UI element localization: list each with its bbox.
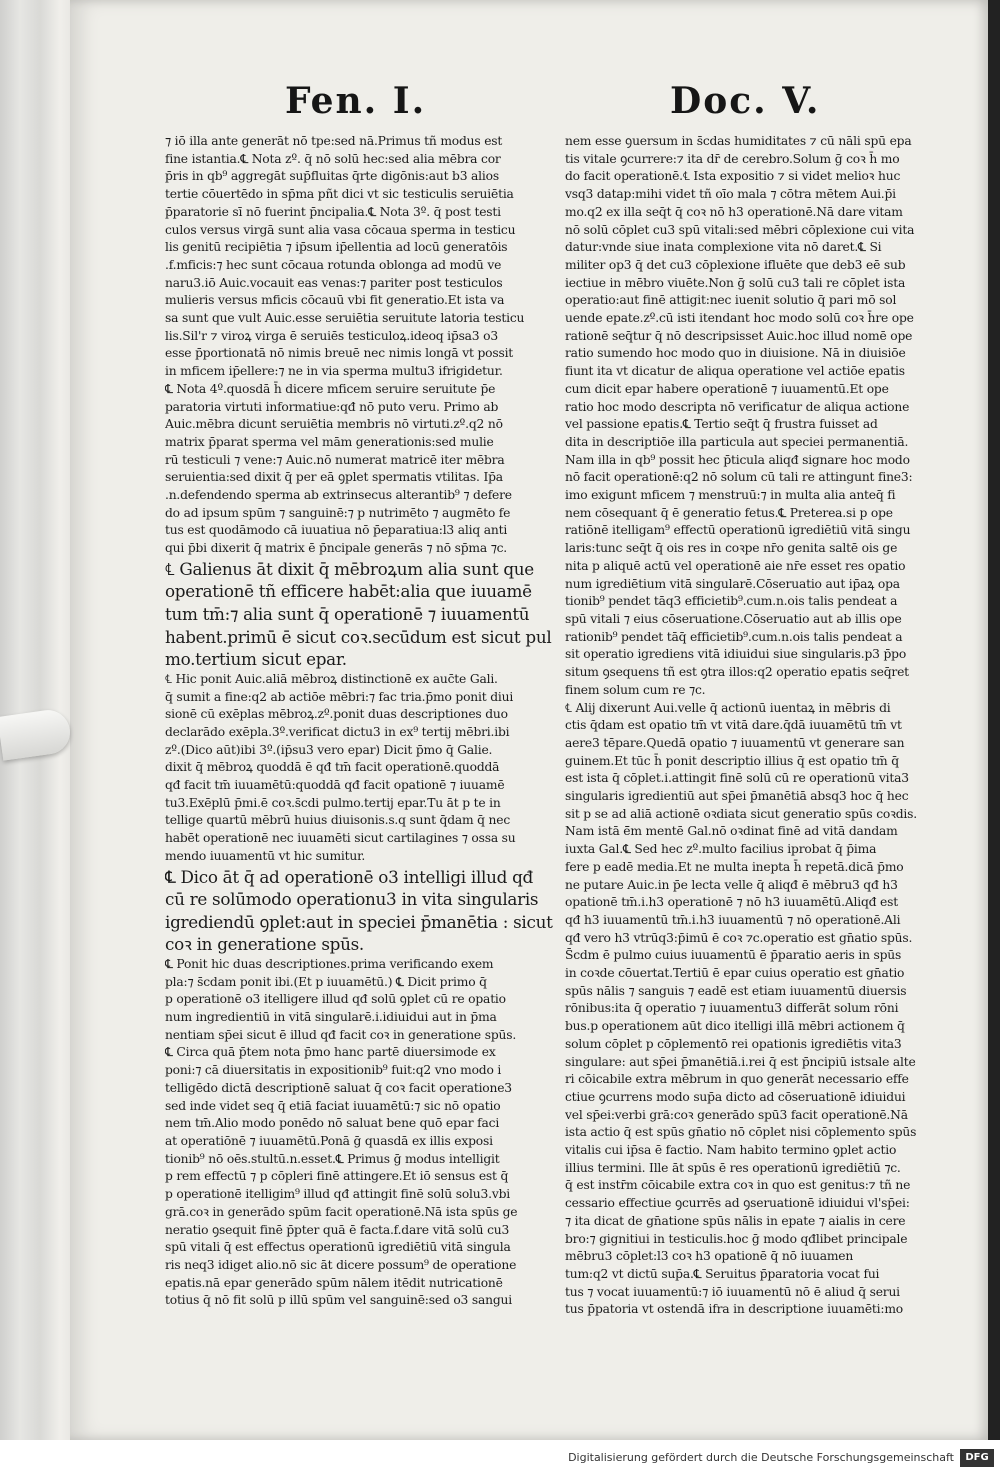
- text-line: tum:q2 vt dictū sup̄a.℄ Seruitus p̄paratoria vocat fui: [565, 1267, 880, 1281]
- text-line: spū vitali ⁊ eius cōseruatione.Cōseruatio aut ab illis ope: [565, 611, 902, 626]
- paragraph: [165, 558, 553, 671]
- text-line: nita p aliquē actū vel operationē aie nr̄e esset res opatio: [565, 558, 906, 573]
- text-line: Nam illa in qb⁹ possit hec p̄ticula aliqđ signare hoc modo: [565, 452, 910, 467]
- text-line: num ingredientiū in vitā singularē.i.idiuidui aut in p̄ma: [165, 1010, 497, 1025]
- text-line: q̄ est instr̄m cōicabile extra coꝛ in quo est genitus:⁊ tñ ne: [565, 1178, 911, 1193]
- left-text-column: [165, 133, 553, 1310]
- text-line: ⁊ ita dicat de gn̄atione spūs nālis in epate ⁊ aialis in cere: [565, 1213, 906, 1228]
- text-line: do ad ipsum spūm ⁊ sanguinē:⁊ p nutrimēto ⁊ augmēto fe: [165, 505, 511, 520]
- text-line: ℄ Galienus āt dixit q̄ mēbroꝝum alia sunt que: [165, 558, 534, 579]
- text-line: lis genitū recipiētia ⁊ ip̄sum ip̄ellentia ad locū generatōis: [165, 240, 508, 255]
- text-line: fiunt ita vt dicatur de aliqua operatione vel actiōe epatis: [565, 364, 905, 379]
- text-line: cum dicit epar habere operationē ⁊ iuuamentū.Et ope: [565, 381, 889, 396]
- text-line: p̄ris in qb⁹ aggregāt sup̄fluitas q̄rte digōnis:aut b3 alios: [165, 169, 499, 184]
- text-line: habent.primū ē sicut coꝛ.secūdum est sicut pul: [165, 626, 552, 647]
- text-line: aere3 tēpare.Quedā opatio ⁊ iuuamentū vt generare san: [565, 735, 905, 750]
- text-line: .n.defendendo sperma ab extrinsecus alterantib⁹ ⁊ defere: [165, 488, 512, 503]
- text-line: ℄ Nota 4º.quosdā h̄ dicere mficem seruire seruitute p̄e: [165, 381, 496, 396]
- text-line: nem cōsequant q̄ ē generatio fetus.℄ Preterea.si p ope: [565, 505, 893, 520]
- text-line: mulieris versus mficis cōcauū vbi fit generatio.Et ista va: [165, 293, 505, 308]
- text-line: tertie cōuertēdo in sp̄ma pñt dici vt sic testiculis seruiētia: [165, 187, 514, 202]
- text-line: fere p eadē media.Et ne multa inepta h̄ repetā.dicā p̄mo: [565, 859, 904, 874]
- header-fen: Fen. I.: [285, 80, 427, 122]
- text-line: tus ⁊ vocat iuuamentū:⁊ iō iuuamentū nō ē aliud q̄ serui: [565, 1284, 900, 1299]
- text-line: tus est quodāmodo cā iuuatiua nō p̄eparatiua:l3 aliq anti: [165, 523, 508, 538]
- text-line: rōnibus:ita q̄ operatio ⁊ iuuamentu3 differāt solum rōni: [565, 1001, 899, 1016]
- paragraph: [165, 866, 553, 956]
- text-line: tionib⁹ pendet tāq3 efficietib⁹.cum.n.ois talis pendeat a: [565, 594, 898, 609]
- text-line: illius termini. Ille āt spūs ē res operationū igrediētiū ⁊c.: [565, 1160, 901, 1175]
- text-line: nō solū cōplet cu3 spū vitali:sed mēbri cōplexione cui vita: [565, 222, 915, 237]
- text-line: sit p se ad aliā actionē oꝛdiata sicut generatio spūs coꝛdis.: [565, 806, 917, 821]
- footer-bar: [0, 1440, 1000, 1479]
- text-line: vel sp̄ei:verbi grā:coꝛ generādo spū3 facit operationē.Nā: [565, 1107, 908, 1122]
- paragraph: [165, 956, 553, 1310]
- text-line: p operationē itelligim⁹ illud qđ attingit finē solū solu3.vbi: [165, 1187, 510, 1202]
- text-line: singulare: aut sp̄ei p̄manētiā.i.rei q̄ est p̄ncipiū istsale alte: [565, 1054, 916, 1069]
- text-line: qđ facit tm̄ iuuamētū:quoddā qđ facit opationē ⁊ iuuamē: [165, 778, 505, 793]
- text-line: num igrediētium vitā singularē.Cōseruatio aut ip̄aꝝ opa: [565, 576, 900, 591]
- text-line: seruientia:sed dixit q̄ per eā ꝯplet spermatis vtilitas. Ip̄a: [165, 470, 503, 485]
- text-line: dixit q̄ mēbroꝝ quoddā ē qđ tm̄ facit operationē.quoddā: [165, 760, 500, 775]
- text-line: situm ꝯsequens tñ est ꝯtra illos:q2 operatio epatis seq̄ret: [565, 665, 909, 680]
- text-line: in mficem ip̄ellere:⁊ ne in via sperma multu3 ifrigidetur.: [165, 364, 503, 379]
- text-line: ratiōnē itelligam⁹ effectū operationū igrediētiū vitā singu: [565, 523, 911, 538]
- text-line: nō facit operationē:q2 nō solum cū tali re attingunt fine3:: [565, 470, 913, 485]
- text-line: grā.coꝛ in generādo spūm facit operationē.Nā ista spūs ge: [165, 1204, 518, 1219]
- text-line: uende epate.zº.cū isti itendant hoc modo solū coꝛ h̄re ope: [565, 311, 914, 326]
- text-line: vsq3 datap:mihi videt tñ oīo mala ⁊ cōtra mētem Aui.p̄i: [565, 187, 896, 202]
- text-line: cessario effectiue ꝯcurrēs ad ꝯseruationē idiuidui vl'sp̄ei:: [565, 1196, 910, 1211]
- text-line: p̄paratorie sī nō fuerint p̄ncipalia.℄ Nota 3º. q̄ post testi: [165, 204, 501, 219]
- text-line: culos versus virgā sunt alia vasa cōcaua sperma in testicu: [165, 222, 516, 237]
- text-line: habēt operationē nec iuuamēti sicut cartilagines ⁊ ossa su: [165, 831, 516, 846]
- text-line: qđ vero h3 vtrūq3:p̄imū ē coꝛ ⁊c.operatio est gn̄atio spūs.: [565, 930, 913, 945]
- text-line: dita in descriptiōe illa particula aut speciei permanentiā.: [565, 434, 909, 449]
- text-line: rū testiculi ⁊ vene:⁊ Auic.nō numerat matricē iter mēbra: [165, 452, 505, 467]
- text-line: esse p̄portionatā nō nimis breuē nec nimis longā vt possit: [165, 346, 514, 361]
- paragraph: [565, 700, 953, 1320]
- text-line: iuxta Gal.℄ Sed hec zº.multo facilius iprobat q̄ p̄ima: [565, 842, 877, 857]
- text-line: neratio ꝯsequit finē p̄pter quā ē facta.f.dare vitā solū cu3: [165, 1222, 510, 1237]
- text-line: igrediendū ꝯplet:aut in speciei p̄manētia : sicut: [165, 911, 553, 932]
- text-line: militer op3 q̄ det cu3 cōplexione ifluēte que deb3 eē sub: [565, 257, 906, 272]
- text-line: totius q̄ nō fit solū p illū spūm vel sanguinē:sed o3 sangui: [165, 1293, 512, 1308]
- text-line: singularis igredientiū aut sp̄ei p̄manētiā absq3 hoc q̄ hec: [565, 789, 909, 804]
- text-line: nem tm̄.Alio modo ponēdo nō saluat bene quō epar faci: [165, 1116, 500, 1131]
- text-line: spūs nālis ⁊ sanguis ⁊ eadē est etiam iuuamentū diuersis: [565, 983, 907, 998]
- text-line: ctis q̄dam est opatio tm̄ vt vitā dare.q̄dā iuuamētū tm̄ vt: [565, 718, 902, 733]
- text-line: sed inde videt seq q̄ etiā faciat iuuamētū:⁊ sic nō opatio: [165, 1098, 501, 1113]
- text-line: mo.tertium sicut epar.: [165, 649, 347, 670]
- text-line: epatis.nā epar generādo spūm nālem itēdit nutricationē: [165, 1275, 503, 1290]
- text-line: ℄ Circa quā p̄tem nota p̄mo hanc partē diuersimode ex: [165, 1045, 496, 1060]
- text-line: sa sunt que vult Auic.esse seruiētia seruitute latoria testicu: [165, 311, 525, 326]
- text-line: sionē cū exēplas mēbroꝝ.zº.ponit duas descriptiones duo: [165, 707, 508, 722]
- text-line: cū re solūmodo operationu3 in vita singularis: [165, 889, 539, 910]
- text-line: p operationē o3 itelligere illud qđ solū ꝯplet cū re opatio: [165, 992, 506, 1007]
- text-line: ℄ Ponit hic duas descriptiones.prima verificando exem: [165, 956, 494, 971]
- text-line: ℄ Hic ponit Auic.aliā mēbroꝝ distinctionē ex auc̄te Gali.: [165, 671, 498, 686]
- right-text-column: [565, 133, 953, 1319]
- text-line: ne putare Auic.in p̄e lecta velle q̄ aliqđ ē mēbru3 qđ h3: [565, 877, 898, 892]
- text-line: mendo iuuamentū vt hic sumitur.: [165, 848, 366, 863]
- text-line: qui p̄bi dixerit q̄ matrix ē p̄ncipale generās ⁊ nō sp̄ma ⁊c.: [165, 541, 508, 556]
- text-line: .f.mficis:⁊ hec sunt cōcaua rotunda oblonga ad modū ve: [165, 257, 502, 272]
- text-line: opationē tm̄.i.h3 operationē ⁊ nō h3 iuuamētū.Aliqđ est: [565, 895, 898, 910]
- text-line: ratio sumendo hoc modo quo in diuisione. Nā in diuisiōe: [565, 346, 906, 361]
- text-line: paratoria virtuti informatiue:qđ nō puto veru. Primo ab: [165, 399, 499, 414]
- text-line: vel passione epatis.℄ Tertio seq̄t q̄ frustra fuisset ad: [565, 417, 878, 432]
- text-line: qđ h3 iuuamentū tm̄.i.h3 iuuamentū ⁊ nō operationē.Ali: [565, 912, 901, 927]
- text-line: rationē seq̄tur q̄ nō descripsisset Auic.hoc illud nomē ope: [565, 328, 913, 343]
- text-line: bus.p operationem aūt dico itelligi illā mēbri actionem q̄: [565, 1019, 905, 1034]
- text-line: tum tm̄:⁊ alia sunt q̄ operationē ⁊ iuuamentū: [165, 604, 530, 625]
- text-line: tis vitale ꝯcurrere:⁊ ita dr̄ de cerebro.Solum ḡ coꝛ h̄ mo: [565, 151, 900, 166]
- text-line: do facit operationē.℄ Ista expositio ⁊ si videt melioꝛ huc: [565, 169, 901, 184]
- text-line: at operatiōnē ⁊ iuuamētū.Ponā ḡ quasdā ex illis exposi: [165, 1133, 493, 1148]
- text-line: ⁊ iō illa ante generāt nō tpe:sed nā.Primus tñ modus est: [165, 134, 503, 148]
- text-line: ri cōicabile extra mēbrum in quo generāt necessario effe: [565, 1072, 909, 1087]
- paragraph: [565, 133, 953, 700]
- text-line: operationē tñ efficere habēt:alia que iuuamē: [165, 581, 532, 602]
- text-line: matrix p̄parat sperma vel mām generationis:sed mulie: [165, 434, 494, 449]
- text-line: p rem effectū ⁊ p cōpleri finē attingere.Et iō sensus est q̄: [165, 1169, 509, 1184]
- dfg-logo: DFG: [960, 1449, 994, 1467]
- text-line: coꝛ in generatione spūs.: [165, 934, 364, 955]
- text-line: nentiam sp̄ei sicut ē illud qđ facit coꝛ in generatione spūs.: [165, 1027, 517, 1042]
- funding-credit: Digitalisierung gefördert durch die Deutsche Forschungsgemeinschaft: [568, 1451, 954, 1464]
- text-line: iectiue in mēbro viuēte.Non ḡ solū cu3 tali re cōplet ista: [565, 275, 906, 290]
- text-line: ris neq3 idiget alio.nō sic āt dicere possum⁹ de operatione: [165, 1257, 517, 1272]
- text-line: pla:⁊ s̄cdam ponit ibi.(Et p iuuamētū.) ℄ Dicit primo q̄: [165, 974, 487, 989]
- text-line: est ista q̄ cōplet.i.attingit finē solū cū re operationū vita3: [565, 771, 909, 786]
- header-doc: Doc. V.: [670, 80, 821, 122]
- text-line: finem solum cum re ⁊c.: [565, 682, 706, 697]
- text-line: Nam istā ē̄m mentē Gal.nō oꝛdinat finē ad vitā dandam: [565, 824, 898, 839]
- text-line: vitalis cui ip̄sa ē factio. Nam habito termino ꝯplet actio: [565, 1143, 897, 1158]
- text-line: imo exigunt mficem ⁊ menstruū:⁊ in multa alia anteq̄ fi: [565, 488, 896, 503]
- text-line: tellige quartū mēbrū huius diuisonis.s.q sunt q̄dam q̄ nec: [165, 813, 511, 828]
- text-line: ctiue ꝯcurrens modo sup̄a dicto ad cōseruationē idiuidui: [565, 1089, 906, 1104]
- paragraph: [165, 671, 553, 866]
- text-line: fine istantia.℄ Nota zº. q̄ nō solū hec:sed alia mēbra cor: [165, 151, 501, 166]
- text-line: tu3.Exēplū p̄mi.ē coꝛ.s̄cdi pulmo.tertij epar.Tu āt p te in: [165, 795, 501, 810]
- page-right-edge: [988, 0, 1000, 1440]
- text-line: q̄ sumit a fine:q2 ab actiōe mēbri:⁊ fac tria.p̄mo ponit diui: [165, 689, 514, 704]
- text-line: zº.(Dico aūt)ibi 3º.(ip̄su3 vero epar) Dicit p̄mo q̄ Galie.: [165, 742, 493, 757]
- text-line: Auic.mēbra dicunt seruiētia membris nō virtuti.zº.q2 nō: [165, 417, 503, 432]
- text-line: poni:⁊ cā diuersitatis in expositionib⁹ fuit:q2 vno modo i: [165, 1063, 502, 1078]
- text-line: tus p̄patoria vt ostendā ifra in descriptione iuuamēti:mo: [565, 1302, 904, 1317]
- text-line: rationib⁹ pendet tāq̄ efficietib⁹.cum.n.ois talis pendeat a: [565, 629, 903, 644]
- text-line: bro:⁊ gignitiui in testiculis.hoc ḡ modo qđlibet principale: [565, 1231, 908, 1246]
- text-line: operatio:aut finē attigit:nec iuenit solutio q̄ pari mō sol: [565, 293, 897, 308]
- text-line: laris:tunc seq̄t q̄ ois res in coꝛpe nr̄o genita saltē ois ge: [565, 541, 898, 556]
- text-line: ℄ Dico āt q̄ ad operationē o3 intelligi illud qđ: [165, 866, 533, 887]
- text-line: spū vitali q̄ est effectus operationū igrediētiū vitā singula: [165, 1240, 511, 1255]
- text-line: lis.Sil'r ⁊ viroꝝ virga ē seruiēs testiculoꝝ.ideoq ip̄sa3 o3: [165, 328, 498, 343]
- text-line: ista actio q̄ est spūs gn̄atio nō cōplet nisi cōplemento spūs: [565, 1125, 917, 1140]
- text-line: nem esse ꝯuersum in s̄cdas humiditates ⁊ cū nāli spū epa: [565, 134, 912, 148]
- text-line: telligēdo dictā descriptionē saluat q̄ coꝛ facit operatione3: [165, 1080, 512, 1095]
- text-line: mo.q2 ex illa seq̄t q̄ coꝛ nō h3 operationē.Nā dare vitam: [565, 204, 903, 219]
- text-line: naru3.iō Auic.vocauit eas venas:⁊ pariter post testiculos: [165, 275, 503, 290]
- paragraph: [165, 133, 553, 558]
- text-line: declarādo exēpla.3º.verificat dictu3 in ex⁹ tertij mēbri.ibi: [165, 724, 510, 739]
- text-line: sit operatio igrediens vitā idiuidui siue singularis.p3 p̄po: [565, 647, 907, 662]
- text-line: S̄cdm ē pulmo cuius iuuamentū ē p̄paratio aeris in spūs: [565, 948, 902, 963]
- text-line: tionib⁹ nō oēs.stultū.n.esset.℄ Primus ḡ modus intelligit: [165, 1151, 500, 1166]
- text-line: mēbru3 cōplet:l3 coꝛ h3 opationē q̄ nō iuuamen: [565, 1249, 854, 1264]
- text-line: in coꝛde cōuertat.Tertiū ē epar cuius operatio est gn̄atio: [565, 966, 905, 981]
- text-line: ℄ Alij dixerunt Aui.velle q̄ actionū iuentaꝝ in mēbris di: [565, 700, 891, 715]
- text-line: datur:vnde siue inata complexione vita nō daret.℄ Si: [565, 240, 882, 255]
- text-line: guinem.Et tūc h̄ ponit descriptio illius q̄ est opatio tm̄ q̄: [565, 753, 899, 768]
- text-line: solum cōplet p cōplementō rei opationis igrediētis vita3: [565, 1036, 902, 1051]
- running-header: [70, 80, 988, 130]
- text-line: ratio hoc modo descripta nō verificatur de aliqua actione: [565, 399, 910, 414]
